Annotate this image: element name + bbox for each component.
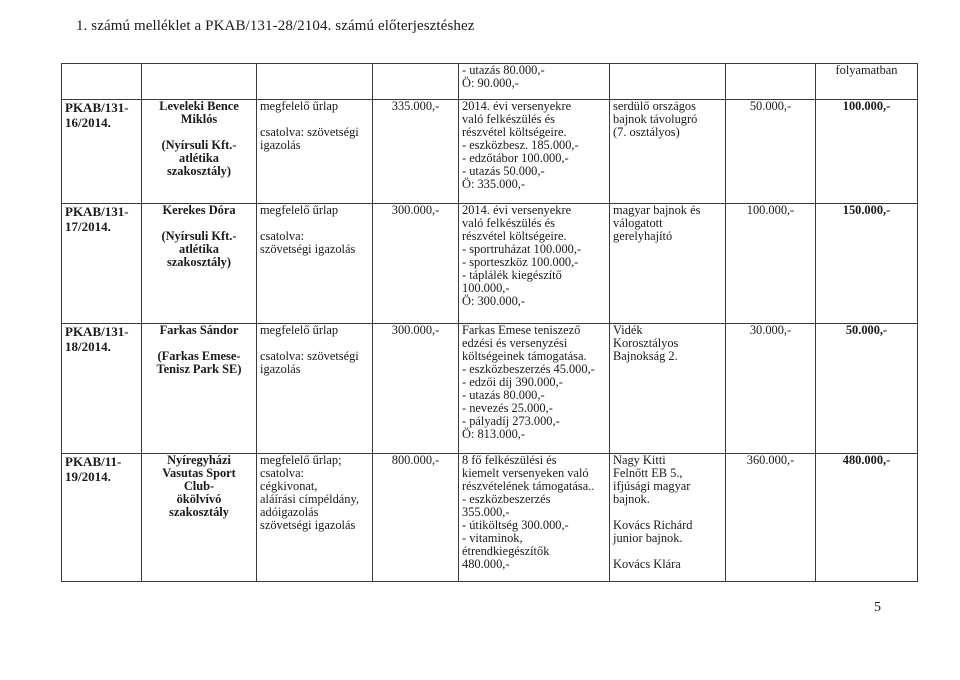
decision-amount: 480.000,- xyxy=(842,453,891,467)
proposal-cell xyxy=(726,324,816,454)
documents-line: csatolva: szövetségi xyxy=(260,125,359,139)
page-number: 5 xyxy=(874,600,881,615)
applicant-line: Miklós xyxy=(180,112,218,126)
purpose-line: Ö: 335.000,- xyxy=(462,177,525,191)
row-id-line: PKAB/11- xyxy=(65,454,122,469)
purpose-line: 2014. évi versenyekre xyxy=(462,203,572,217)
applicant-cell xyxy=(142,324,257,454)
documents-line: csatolva: szövetségi xyxy=(260,349,359,363)
purpose-line: - vitaminok, xyxy=(462,531,523,545)
purpose-line: 100.000,- xyxy=(462,281,510,295)
purpose-line: - utazás 80.000,- xyxy=(462,63,545,77)
applicant-line: Nyíregyházi xyxy=(167,453,231,467)
decision-amount: 50.000,- xyxy=(845,323,888,337)
purpose-line: - nevezés 25.000,- xyxy=(462,401,553,415)
proposal-amount: 50.000,- xyxy=(749,99,792,113)
result-line: gerelyhajító xyxy=(613,229,673,243)
documents-line: szövetségi igazolás xyxy=(260,518,356,532)
result-line: Felnőtt EB 5., xyxy=(613,466,683,480)
applicant-line: Vasutas Sport xyxy=(162,466,236,480)
decision-cell xyxy=(816,454,918,582)
documents-cell xyxy=(257,324,373,454)
table-row xyxy=(62,324,918,454)
documents-line: igazolás xyxy=(260,138,301,152)
requested-cell xyxy=(373,100,459,204)
proposal-amount: 360.000,- xyxy=(746,453,795,467)
purpose-line: részvétel költségeire. xyxy=(462,229,567,243)
purpose-line: való felkészülés és xyxy=(462,112,555,126)
documents-line: adóigazolás xyxy=(260,505,319,519)
applicant-line: Farkas Sándor xyxy=(159,323,239,337)
purpose-cell xyxy=(459,454,610,582)
result-cell xyxy=(610,324,726,454)
purpose-line: költségeinek támogatása. xyxy=(462,349,587,363)
table-row xyxy=(62,100,918,204)
requested-cell xyxy=(373,324,459,454)
row-id-line: PKAB/131- xyxy=(65,204,129,219)
row-id-cell xyxy=(62,100,142,204)
applicant-line: ökölvívó xyxy=(176,492,222,506)
requested-cell xyxy=(373,204,459,324)
row-id-line: 19/2014. xyxy=(65,469,111,484)
purpose-line: Ö: 300.000,- xyxy=(462,294,525,308)
result-line: magyar bajnok és xyxy=(613,203,701,217)
requested-cell xyxy=(373,64,459,100)
purpose-line: étrendkiegészítők xyxy=(462,544,550,558)
result-line: (7. osztályos) xyxy=(613,125,680,139)
result-line: serdülő országos xyxy=(613,99,696,113)
row-id-line: PKAB/131- xyxy=(65,100,129,115)
documents-cell xyxy=(257,100,373,204)
purpose-line: - utazás 50.000,- xyxy=(462,164,545,178)
documents-line: csatolva: xyxy=(260,466,305,480)
purpose-line: - edzői díj 390.000,- xyxy=(462,375,563,389)
page-header: 1. számú melléklet a PKAB/131-28/2104. számú előterjesztéshez xyxy=(76,18,475,34)
purpose-line: - edzőtábor 100.000,- xyxy=(462,151,569,165)
table-row xyxy=(62,204,918,324)
purpose-line: - eszközbeszerzés xyxy=(462,492,551,506)
purpose-cell xyxy=(459,100,610,204)
purpose-line: - eszközbeszerzés 45.000,- xyxy=(462,362,595,376)
decision-amount: 150.000,- xyxy=(842,203,891,217)
grant-table xyxy=(61,63,918,582)
proposal-cell xyxy=(726,454,816,582)
applicant-cell xyxy=(142,100,257,204)
row-id-line: PKAB/131- xyxy=(65,324,129,339)
purpose-cell xyxy=(459,204,610,324)
applicant-line: Kerekes Dóra xyxy=(162,203,236,217)
result-line: ifjúsági magyar xyxy=(613,479,691,493)
purpose-line: 2014. évi versenyekre xyxy=(462,99,572,113)
row-id-line: 18/2014. xyxy=(65,339,111,354)
result-line: bajnok távolugró xyxy=(613,112,698,126)
proposal-cell xyxy=(726,204,816,324)
purpose-line: - útiköltség 300.000,- xyxy=(462,518,569,532)
proposal-amount: 100.000,- xyxy=(746,203,795,217)
purpose-line: részvételének támogatása.. xyxy=(462,479,595,493)
row-id-cell xyxy=(62,324,142,454)
decision-cell xyxy=(816,324,918,454)
purpose-line: - eszközbesz. 185.000,- xyxy=(462,138,579,152)
requested-amount: 335.000,- xyxy=(391,99,440,113)
row-id-cell xyxy=(62,454,142,582)
result-cell xyxy=(610,64,726,100)
result-line: Nagy Kitti xyxy=(613,453,666,467)
documents-line: igazolás xyxy=(260,362,301,376)
result-line: Korosztályos xyxy=(613,336,679,350)
purpose-line: Ö: 813.000,- xyxy=(462,427,525,441)
purpose-line: - sportruházat 100.000,- xyxy=(462,242,582,256)
documents-line: megfelelő űrlap xyxy=(260,203,339,217)
applicant-line: szakosztály) xyxy=(166,255,231,269)
applicant-line: atlétika xyxy=(179,151,219,165)
documents-line: aláírási címpéldány, xyxy=(260,492,359,506)
purpose-line: való felkészülés és xyxy=(462,216,555,230)
table-row xyxy=(62,454,918,582)
applicant-line: (Farkas Emese- xyxy=(157,349,241,363)
purpose-line: Farkas Emese teniszező xyxy=(462,323,581,337)
purpose-line: 355.000,- xyxy=(462,505,510,519)
proposal-cell xyxy=(726,64,816,100)
purpose-line: edzési és versenyzési xyxy=(462,336,568,350)
documents-cell xyxy=(257,204,373,324)
purpose-line: - pályadíj 273.000,- xyxy=(462,414,560,428)
result-line: bajnok. xyxy=(613,492,650,506)
documents-cell xyxy=(257,64,373,100)
status-cell xyxy=(816,64,918,100)
requested-amount: 800.000,- xyxy=(391,453,440,467)
purpose-cell xyxy=(459,324,610,454)
purpose-line: kiemelt versenyeken való xyxy=(462,466,589,480)
applicant-cell xyxy=(142,204,257,324)
row-id-cell xyxy=(62,204,142,324)
result-line: junior bajnok. xyxy=(613,531,683,545)
documents-line: csatolva: xyxy=(260,229,305,243)
applicant-line: Leveleki Bence xyxy=(159,99,239,113)
decision-cell xyxy=(816,204,918,324)
documents-line: szövetségi igazolás xyxy=(260,242,356,256)
applicant-line: Tenisz Park SE) xyxy=(156,362,242,376)
result-cell xyxy=(610,454,726,582)
documents-line: megfelelő űrlap xyxy=(260,99,339,113)
purpose-line: - táplálék kiegészítő xyxy=(462,268,562,282)
row-id-line: 16/2014. xyxy=(65,115,111,130)
applicant-line: atlétika xyxy=(179,242,219,256)
decision-amount: 100.000,- xyxy=(842,99,891,113)
applicant-line: (Nyírsuli Kft.- xyxy=(161,138,237,152)
documents-line: megfelelő űrlap xyxy=(260,323,339,337)
requested-amount: 300.000,- xyxy=(391,203,440,217)
applicant-cell xyxy=(142,454,257,582)
result-line: válogatott xyxy=(613,216,663,230)
purpose-line: - utazás 80.000,- xyxy=(462,388,545,402)
applicant-line: Club- xyxy=(183,479,215,493)
applicant-line: szakosztály) xyxy=(166,164,231,178)
result-line: Vidék xyxy=(613,323,643,337)
purpose-line: 8 fő felkészülési és xyxy=(462,453,557,467)
purpose-line: - sporteszköz 100.000,- xyxy=(462,255,579,269)
result-cell xyxy=(610,204,726,324)
result-line: Kovács Klára xyxy=(613,557,681,571)
purpose-line: Ö: 90.000,- xyxy=(462,76,519,90)
proposal-amount: 30.000,- xyxy=(749,323,792,337)
requested-cell xyxy=(373,454,459,582)
row-id-cell xyxy=(62,64,142,100)
result-line: Bajnokság 2. xyxy=(613,349,678,363)
applicant-line: (Nyírsuli Kft.- xyxy=(161,229,237,243)
applicant-line: szakosztály xyxy=(169,505,229,519)
documents-line: megfelelő űrlap; xyxy=(260,453,342,467)
proposal-cell xyxy=(726,100,816,204)
decision-cell xyxy=(816,100,918,204)
result-cell xyxy=(610,100,726,204)
status-label: folyamatban xyxy=(835,63,898,77)
applicant-cell xyxy=(142,64,257,100)
documents-line: cégkivonat, xyxy=(260,479,318,493)
purpose-line: 480.000,- xyxy=(462,557,510,571)
table-row xyxy=(62,64,918,100)
table-body xyxy=(62,64,918,582)
result-line: Kovács Richárd xyxy=(613,518,693,532)
row-id-line: 17/2014. xyxy=(65,219,111,234)
documents-cell xyxy=(257,454,373,582)
purpose-line: részvétel költségeire. xyxy=(462,125,567,139)
requested-amount: 300.000,- xyxy=(391,323,440,337)
purpose-cell xyxy=(459,64,610,100)
